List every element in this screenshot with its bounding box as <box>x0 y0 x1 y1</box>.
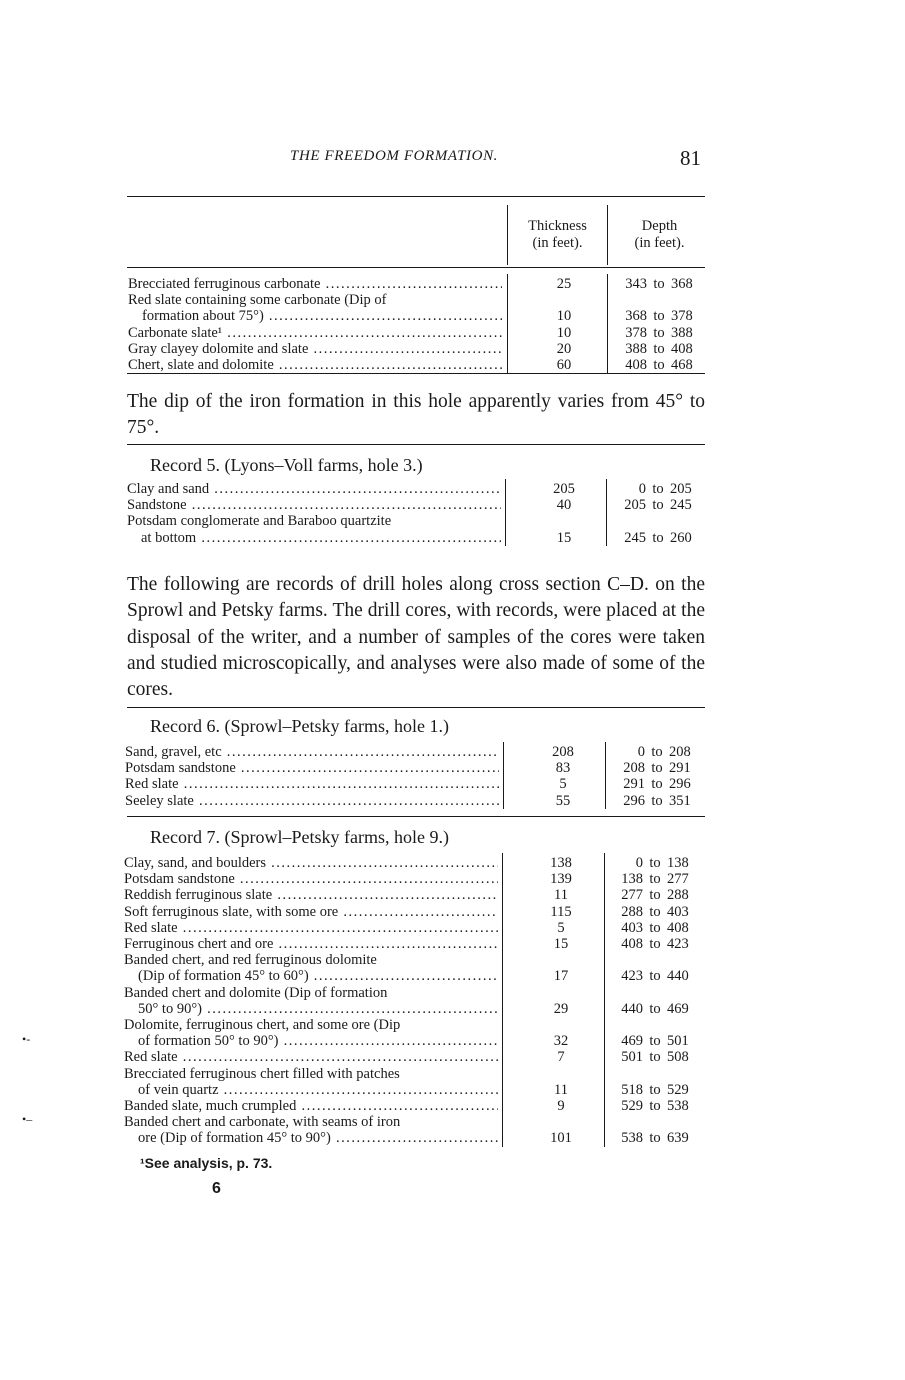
depth-from: 0 <box>637 744 645 760</box>
depth-to: 368 <box>671 276 693 292</box>
row-thickness: 20 <box>556 340 572 357</box>
row-description-line: of vein quartz ..... <box>138 1082 498 1098</box>
depth-from: 291 <box>623 776 645 793</box>
table-top-rule <box>127 196 705 197</box>
depth-to-word: to <box>653 308 665 325</box>
column-divider-1 <box>502 853 503 1147</box>
row-thickness: 29 <box>553 1000 569 1017</box>
depth-to: 403 <box>667 903 689 920</box>
depth-to: 468 <box>671 357 693 373</box>
depth-from: 538 <box>621 1130 643 1147</box>
depth-from: 368 <box>625 308 647 325</box>
row-thickness: 40 <box>556 497 572 514</box>
depth-from: 277 <box>621 887 643 904</box>
depth-to-word: to <box>653 276 665 292</box>
depth-from: 205 <box>624 497 646 514</box>
footnote: ¹See analysis, p. 73. <box>140 1155 273 1171</box>
depth-to-word: to <box>649 968 661 985</box>
row-description-line: Chert, slate and dolomite ..... <box>128 357 502 373</box>
row-thickness: 7 <box>557 1049 565 1066</box>
depth-to: 378 <box>671 308 693 325</box>
row-thickness: 101 <box>550 1130 572 1147</box>
depth-from: 423 <box>621 968 643 985</box>
margin-speck: •– <box>22 1112 33 1126</box>
column-divider-2 <box>605 742 606 809</box>
depth-from: 440 <box>621 1000 643 1017</box>
depth-to: 296 <box>669 776 691 793</box>
depth-to-word: to <box>651 792 663 809</box>
depth-to: 501 <box>667 1033 689 1050</box>
record5-top-rule <box>127 444 705 445</box>
depth-from: 138 <box>621 871 643 888</box>
row-depth-range <box>613 308 701 325</box>
paragraph-dip: The dip of the iron formation in this hole apparently varies from 45° to 75°. <box>127 391 705 439</box>
depth-from: 529 <box>621 1098 643 1114</box>
row-depth-range <box>613 325 701 342</box>
depth-to: 423 <box>667 936 689 952</box>
row-thickness: 5 <box>557 919 565 936</box>
depth-to-word: to <box>649 1049 661 1066</box>
row-description-line: formation about 75°) ..... <box>142 308 502 324</box>
row-description-line: Brecciated ferruginous chert filled with patches <box>124 1065 400 1082</box>
depth-to-word: to <box>652 497 664 514</box>
row-depth-range <box>609 887 697 904</box>
header-divider-2 <box>607 205 608 265</box>
row-description-line: Clay, sand, and boulders ..... <box>124 855 498 871</box>
row-description-line: Ferruginous chert and ore ..... <box>124 936 498 952</box>
row-thickness: 17 <box>553 968 569 985</box>
depth-header-line-2: (in feet). <box>634 235 685 251</box>
row-description-line: Soft ferruginous slate, with some ore ..... <box>124 904 498 920</box>
depth-to: 205 <box>670 481 692 497</box>
column-divider-1 <box>507 274 508 373</box>
row-description-line: Sandstone ..... <box>127 497 501 513</box>
depth-column-header <box>612 218 707 252</box>
depth-to: 288 <box>667 887 689 904</box>
depth-to-word: to <box>653 324 665 341</box>
depth-from: 408 <box>625 357 647 373</box>
depth-to: 138 <box>667 855 689 871</box>
row-depth-range <box>611 793 699 810</box>
row-depth-range <box>611 744 699 761</box>
row-depth-range <box>613 341 701 358</box>
paragraph-drill-holes: The following are records of drill holes along cross section C–D. on the Sprowl and Petsky farms. The drill cores, with records, were placed at the disposal of the writer, and a number of samples of the cores were taken and studied microscopically, and analyses were also made of some of the cores. <box>127 574 705 701</box>
depth-from: 343 <box>625 276 647 292</box>
row-thickness: 115 <box>550 903 572 920</box>
row-thickness: 205 <box>553 481 575 497</box>
row-depth-range <box>612 497 700 514</box>
row-thickness: 11 <box>554 1081 568 1098</box>
row-description-line: Red slate ..... <box>124 1049 498 1065</box>
depth-to-word: to <box>651 744 663 760</box>
depth-from: 403 <box>621 919 643 936</box>
depth-from: 245 <box>624 529 646 546</box>
depth-to-word: to <box>649 1081 661 1098</box>
row-depth-range <box>609 920 697 937</box>
depth-to: 260 <box>670 529 692 546</box>
row-description-line: Red slate ..... <box>124 920 498 936</box>
row-description-line: Dolomite, ferruginous chert, and some ore (Dip <box>124 1017 401 1033</box>
depth-from: 0 <box>635 855 643 871</box>
row-description-line: Banded chert and dolomite (Dip of formation <box>124 984 388 1001</box>
row-thickness: 83 <box>555 760 571 777</box>
row-description-line: of formation 50° to 90°) ..... <box>138 1033 498 1049</box>
row-description-line: Brecciated ferruginous carbonate ..... <box>128 276 502 292</box>
row-thickness: 55 <box>555 792 571 809</box>
column-divider-1 <box>505 479 506 546</box>
depth-to-word: to <box>649 919 661 936</box>
row-depth-range <box>611 776 699 793</box>
row-description-line: at bottom ..... <box>141 530 501 546</box>
row-depth-range <box>613 357 701 374</box>
row-description-line: Seeley slate ..... <box>125 793 499 809</box>
row-thickness: 208 <box>552 744 574 760</box>
depth-to: 277 <box>667 871 689 888</box>
depth-to-word: to <box>651 760 663 777</box>
thickness-header-line-2: (in feet). <box>532 235 583 251</box>
depth-to-word: to <box>653 357 665 373</box>
row-depth-range <box>609 1001 697 1018</box>
depth-to: 208 <box>669 744 691 760</box>
row-description-line: Red slate ..... <box>125 776 499 792</box>
row-description-line: Banded chert and carbonate, with seams of iron <box>124 1114 401 1131</box>
row-depth-range <box>611 760 699 777</box>
row-thickness: 10 <box>556 308 572 325</box>
depth-to-word: to <box>649 887 661 904</box>
depth-to: 388 <box>671 324 693 341</box>
record6-top-rule <box>127 707 705 708</box>
depth-to-word: to <box>649 1033 661 1050</box>
depth-to-word: to <box>649 1000 661 1017</box>
row-description-line: Red slate containing some carbonate (Dip of <box>128 292 387 309</box>
running-title: THE FREEDOM FORMATION. <box>290 148 499 164</box>
depth-from: 408 <box>621 936 643 952</box>
depth-from: 296 <box>623 792 645 809</box>
row-description-line: Sand, gravel, etc ..... <box>125 744 499 760</box>
depth-to-word: to <box>652 529 664 546</box>
row-description-line: Potsdam conglomerate and Baraboo quartzite <box>127 513 392 530</box>
row-depth-range <box>609 1082 697 1099</box>
table-top-bottom-rule <box>127 373 705 374</box>
depth-to: 538 <box>667 1098 689 1114</box>
depth-from: 518 <box>621 1081 643 1098</box>
row-depth-range <box>609 1049 697 1066</box>
row-thickness: 60 <box>556 357 572 373</box>
row-thickness: 9 <box>557 1098 565 1114</box>
depth-to-word: to <box>649 871 661 888</box>
row-depth-range <box>609 968 697 985</box>
row-description-line: Carbonate slate¹ ..... <box>128 325 502 341</box>
row-description-line: Gray clayey dolomite and slate ..... <box>128 341 502 357</box>
row-description-line: Potsdam sandstone ..... <box>124 871 498 887</box>
depth-to: 408 <box>671 340 693 357</box>
row-depth-range <box>613 276 701 293</box>
row-depth-range <box>609 936 697 953</box>
page-number: 81 <box>680 146 701 170</box>
depth-to: 469 <box>667 1000 689 1017</box>
row-thickness: 11 <box>554 887 568 904</box>
depth-to: 639 <box>667 1130 689 1147</box>
depth-to: 529 <box>667 1081 689 1098</box>
row-depth-range <box>609 1130 697 1147</box>
depth-from: 388 <box>625 340 647 357</box>
record-6-title: Record 6. (Sprowl–Petsky farms, hole 1.) <box>150 716 449 736</box>
row-depth-range <box>612 530 700 547</box>
depth-to-word: to <box>649 1098 661 1114</box>
record-7-title: Record 7. (Sprowl–Petsky farms, hole 9.) <box>150 827 449 847</box>
row-thickness: 25 <box>556 276 572 292</box>
depth-from: 208 <box>623 760 645 777</box>
depth-from: 469 <box>621 1033 643 1050</box>
row-depth-range <box>609 855 697 872</box>
record7-top-rule <box>127 816 705 817</box>
row-thickness: 139 <box>550 871 572 888</box>
column-divider-2 <box>604 853 605 1147</box>
header-bottom-rule <box>127 267 705 268</box>
row-depth-range <box>609 904 697 921</box>
depth-to-word: to <box>649 936 661 952</box>
row-thickness: 32 <box>553 1033 569 1050</box>
row-thickness: 15 <box>556 529 572 546</box>
depth-to-word: to <box>653 340 665 357</box>
row-description-line: Potsdam sandstone ..... <box>125 760 499 776</box>
row-depth-range <box>612 481 700 498</box>
margin-speck: •- <box>22 1032 31 1046</box>
depth-to: 245 <box>670 497 692 514</box>
depth-from: 288 <box>621 903 643 920</box>
row-description-line: (Dip of formation 45° to 60°) ..... <box>138 968 498 984</box>
header-divider-1 <box>507 205 508 265</box>
depth-to: 408 <box>667 919 689 936</box>
row-description-line: 50° to 90°) ..... <box>138 1001 498 1017</box>
record-5-title: Record 5. (Lyons–Voll farms, hole 3.) <box>150 455 423 475</box>
row-thickness: 138 <box>550 855 572 871</box>
row-description-line: ore (Dip of formation 45° to 90°) ..... <box>138 1130 498 1146</box>
column-divider-2 <box>606 479 607 546</box>
thickness-column-header <box>510 218 605 252</box>
row-description-line: Banded slate, much crumpled ..... <box>124 1098 498 1114</box>
row-depth-range <box>609 871 697 888</box>
depth-to-word: to <box>649 1130 661 1147</box>
row-depth-range <box>609 1033 697 1050</box>
column-divider-2 <box>607 274 608 373</box>
depth-to: 508 <box>667 1049 689 1066</box>
depth-to: 351 <box>669 792 691 809</box>
row-thickness: 10 <box>556 324 572 341</box>
depth-from: 378 <box>625 324 647 341</box>
row-description-line: Reddish ferruginous slate ..... <box>124 887 498 903</box>
depth-to: 440 <box>667 968 689 985</box>
depth-to-word: to <box>649 855 661 871</box>
thickness-header-line-1: Thickness <box>528 218 587 234</box>
depth-header-line-1: Depth <box>641 218 678 234</box>
depth-from: 0 <box>638 481 646 497</box>
depth-to-word: to <box>652 481 664 497</box>
row-depth-range <box>609 1098 697 1115</box>
column-divider-1 <box>503 742 504 809</box>
row-thickness: 5 <box>559 776 567 793</box>
depth-to: 291 <box>669 760 691 777</box>
depth-to-word: to <box>651 776 663 793</box>
row-description-line: Banded chert, and red ferruginous dolomite <box>124 952 377 969</box>
signature-mark: 6 <box>212 1180 221 1197</box>
row-description-line: Clay and sand ..... <box>127 481 501 497</box>
depth-to-word: to <box>649 903 661 920</box>
depth-from: 501 <box>621 1049 643 1066</box>
row-thickness: 15 <box>553 936 569 952</box>
